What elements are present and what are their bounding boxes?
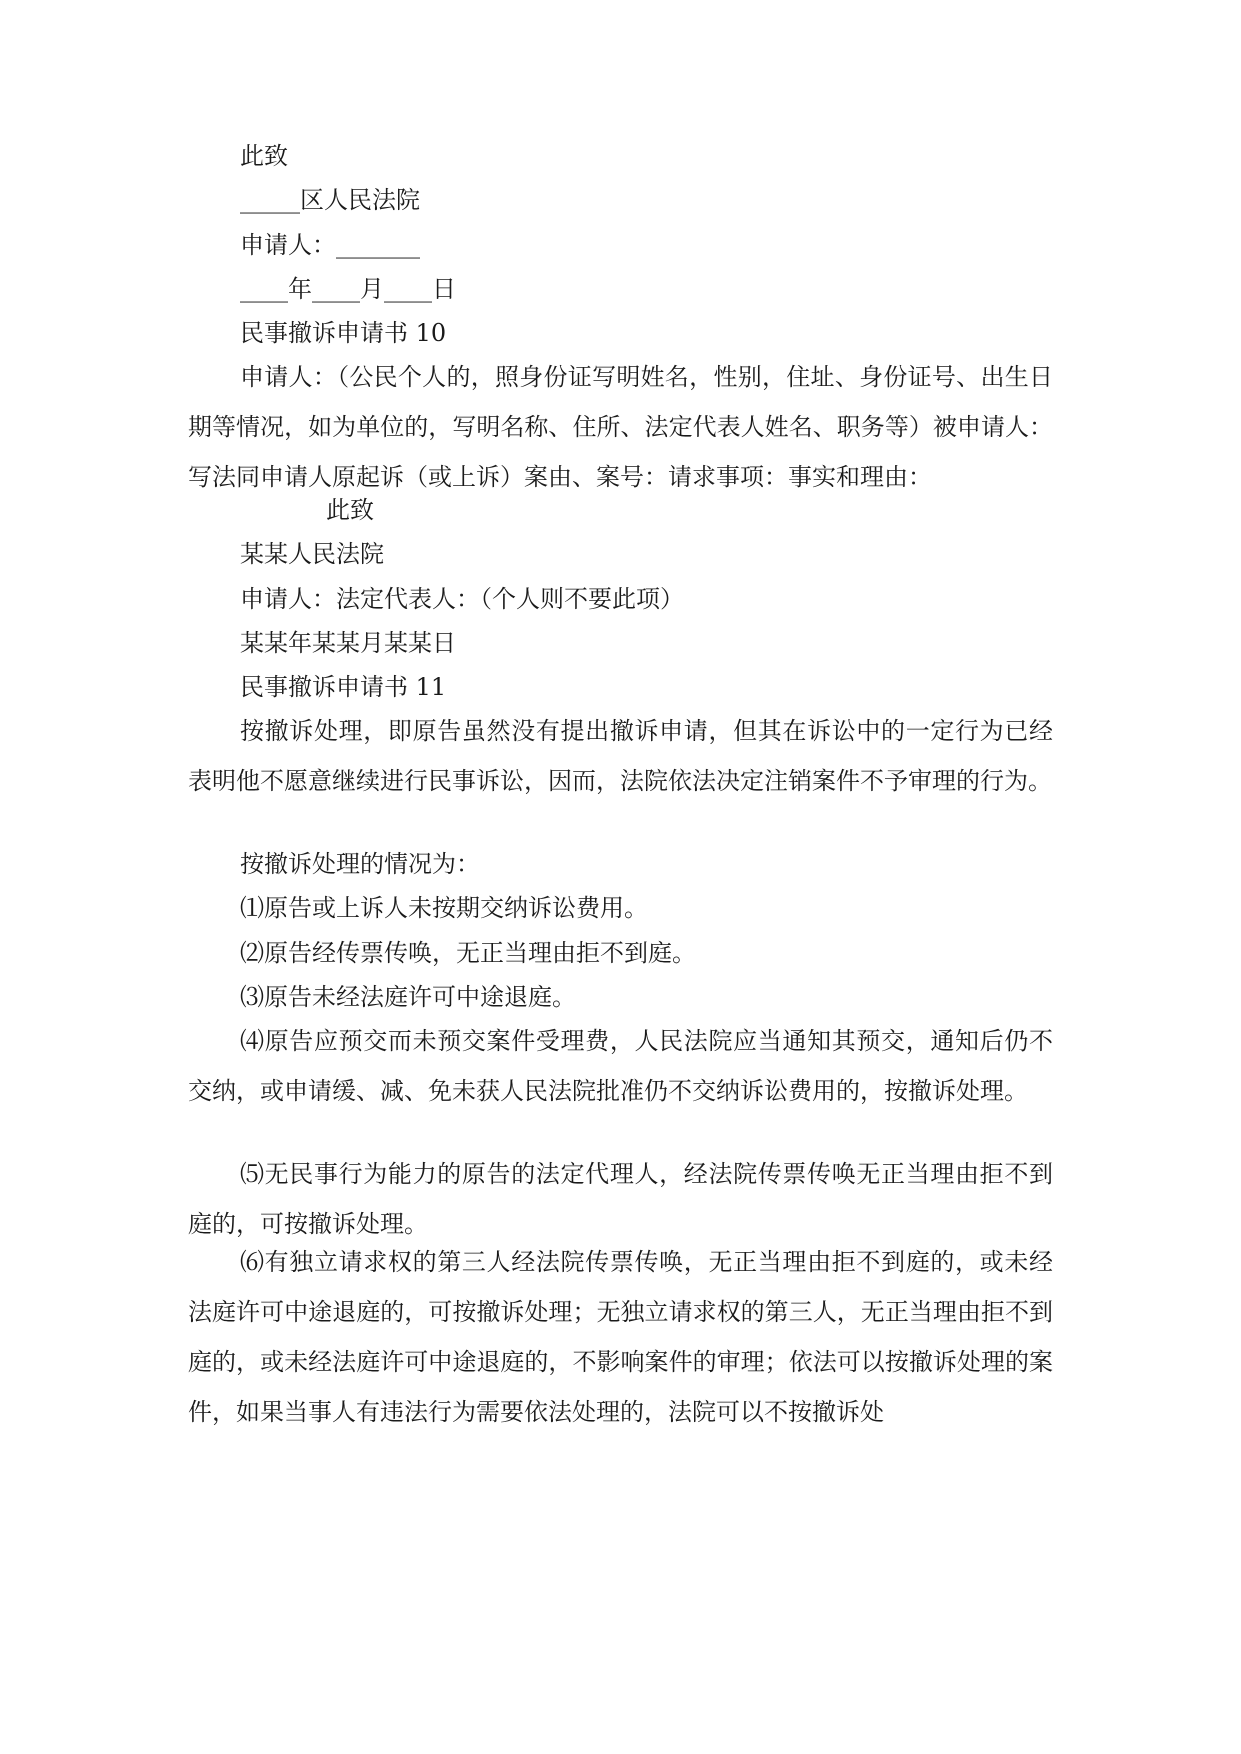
closing-salutation: 此致 xyxy=(240,142,288,170)
applicant-signature-line-2: 申请人：法定代表人：（个人则不要此项） xyxy=(240,585,684,613)
application-body-paragraph: 申请人：（公民个人的，照身份证写明姓名，性别，住址、身份证号、出生日期等情况，如为单位的，写明名称、住所、法定代表人姓名、职务等）被申请人：写法同申请人原起诉（或上诉）案由、案号：请求事项：事实和理由： xyxy=(188,363,1053,491)
closing-salutation-2: 此致 xyxy=(326,496,374,524)
date-line: ____年____月____日 xyxy=(240,275,456,303)
date-line-2: 某某年某某月某某日 xyxy=(240,629,456,657)
situation-item-3: ⑶原告未经法庭许可中途退庭。 xyxy=(240,983,576,1011)
court-name-line-2: 某某人民法院 xyxy=(240,540,384,568)
situations-intro: 按撤诉处理的情况为： xyxy=(240,850,480,878)
situation-item-2: ⑵原告经传票传唤，无正当理由拒不到庭。 xyxy=(240,939,696,967)
section-title-10: 民事撤诉申请书 10 xyxy=(240,319,447,347)
applicant-signature-line: 申请人：_______ xyxy=(240,231,420,259)
situation-item-5: ⑸无民事行为能力的原告的法定代理人，经法院传票传唤无正当理由拒不到庭的，可按撤诉处理。 xyxy=(188,1160,1053,1238)
definition-paragraph: 按撤诉处理，即原告虽然没有提出撤诉申请，但其在诉讼中的一定行为已经表明他不愿意继续进行民事诉讼，因而，法院依法决定注销案件不予审理的行为。 xyxy=(188,717,1053,795)
court-name-line: _____区人民法院 xyxy=(240,186,420,214)
section-title-11: 民事撤诉申请书 11 xyxy=(240,673,447,701)
situation-item-4: ⑷原告应预交而未预交案件受理费，人民法院应当通知其预交，通知后仍不交纳，或申请缓、减、免未获人民法院批准仍不交纳诉讼费用的，按撤诉处理。 xyxy=(188,1027,1053,1105)
situation-item-6: ⑹有独立请求权的第三人经法院传票传唤，无正当理由拒不到庭的，或未经法庭许可中途退庭的，可按撤诉处理；无独立请求权的第三人，无正当理由拒不到庭的，或未经法庭许可中途退庭的，不影响案件的审理；依法可以按撤诉处理的案件，如果当事人有违法行为需要依法处理的，法院可以不按撤诉处 xyxy=(188,1248,1053,1426)
situation-item-1: ⑴原告或上诉人未按期交纳诉讼费用。 xyxy=(240,894,648,922)
